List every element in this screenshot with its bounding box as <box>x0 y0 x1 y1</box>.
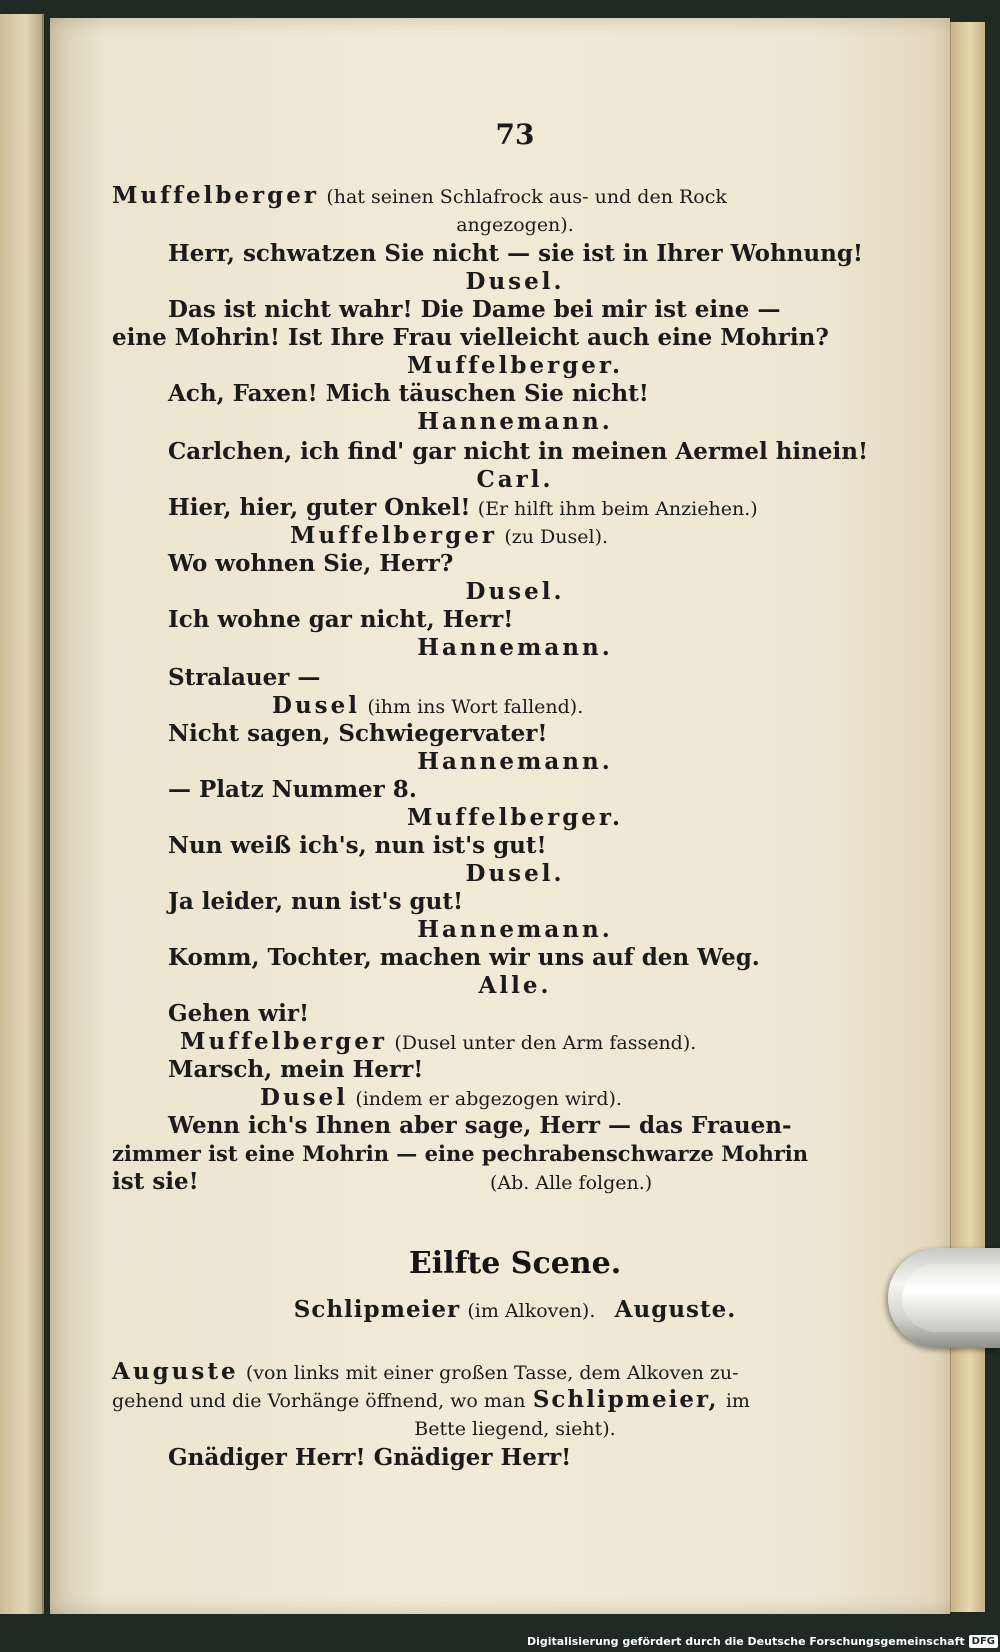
dialogue-line: Herr, schwatzen Sie nicht — sie ist in Ihrer Wohnung! <box>168 240 864 267</box>
footer-credit <box>527 1632 998 1650</box>
stage-direction: (von links mit einer großen Tasse, dem Alkoven zu- <box>245 1362 739 1384</box>
speaker-heading: Alle. <box>478 972 552 999</box>
dialogue-line: — Platz Nummer 8. <box>168 776 417 803</box>
speaker-heading: Hannemann. <box>417 408 613 435</box>
speaker-heading: Hannemann. <box>417 748 613 775</box>
stage-direction: (ihm ins Wort fallend). <box>367 696 584 718</box>
facing-page-edge <box>0 14 44 1614</box>
speaker-heading: Hannemann. <box>417 916 613 943</box>
text-line <box>50 210 980 239</box>
page-number: 73 <box>495 118 535 151</box>
scene-cast <box>50 1296 980 1325</box>
dialogue-line: Komm, Tochter, machen wir uns auf den Weg. <box>168 944 760 971</box>
text-line <box>50 1414 980 1443</box>
speaker-name: Muffelberger <box>180 1028 388 1055</box>
dialogue-line: eine Mohrin! Ist Ihre Frau vielleicht auch eine Mohrin? <box>112 324 829 351</box>
speaker-name: Auguste <box>112 1358 239 1385</box>
stage-direction: gehend und die Vorhänge öffnend, wo man <box>112 1390 526 1412</box>
dialogue-line: Gehen wir! <box>168 1000 310 1027</box>
dialogue-line: Ja leider, nun ist's gut! <box>168 888 464 915</box>
speaker-name: Muffelberger <box>290 522 498 549</box>
dialogue-text: Hier, hier, guter Onkel! <box>168 494 471 521</box>
speaker-name: Dusel <box>260 1084 348 1111</box>
book-page <box>50 18 950 1614</box>
dialogue-line: Marsch, mein Herr! <box>168 1056 424 1083</box>
dialogue-line: Nun weiß ich's, nun ist's gut! <box>168 832 547 859</box>
speaker-name: Schlipmeier, <box>532 1386 719 1413</box>
dialogue-line: Wenn ich's Ihnen aber sage, Herr — das Frauen- <box>168 1112 792 1139</box>
stage-direction: (im Alkoven). <box>467 1300 596 1322</box>
cast-name: Schlipmeier <box>293 1296 461 1323</box>
speaker-name: Dusel <box>272 692 360 719</box>
text-line <box>112 1358 739 1387</box>
stage-direction: Bette liegend, sieht). <box>414 1418 616 1440</box>
speaker-heading: Hannemann. <box>417 634 613 661</box>
stage-direction: (Ab. Alle folgen.) <box>490 1172 653 1194</box>
dialogue-line: Das ist nicht wahr! Die Dame bei mir ist eine — <box>168 296 781 323</box>
page-stack-edge <box>950 22 985 1612</box>
dialogue-line: Stralauer — <box>168 664 321 691</box>
stage-direction: (hat seinen Schlafrock aus- und den Rock <box>326 186 727 208</box>
stage-direction: (Er hilft ihm beim Anziehen.) <box>477 498 758 520</box>
text-line <box>112 1386 750 1415</box>
text-line <box>168 494 758 523</box>
stage-direction: angezogen). <box>456 214 574 236</box>
scene-title: Eilfte Scene. <box>408 1246 622 1281</box>
speaker-heading: Muffelberger. <box>407 804 623 831</box>
speaker-name: Muffelberger <box>112 182 320 209</box>
text-line <box>180 1028 696 1057</box>
speaker-heading: Dusel. <box>465 268 565 295</box>
dialogue-line: Carlchen, ich find' gar nicht in meinen Aermel hinein! <box>168 438 869 465</box>
speaker-heading: Dusel. <box>465 578 565 605</box>
dialogue-line: Wo wohnen Sie, Herr? <box>168 550 454 577</box>
text-line <box>272 692 583 721</box>
text-line <box>490 1168 652 1197</box>
dialogue-text: ist sie! <box>112 1168 199 1195</box>
speaker-heading: Carl. <box>476 466 554 493</box>
cast-name: Auguste. <box>614 1296 737 1323</box>
speaker-heading: Dusel. <box>465 860 565 887</box>
dfg-logo: DFG <box>969 1635 998 1648</box>
speaker-heading: Muffelberger. <box>407 352 623 379</box>
dialogue-line: Ach, Faxen! Mich täuschen Sie nicht! <box>168 380 649 407</box>
stage-direction: im <box>725 1390 750 1412</box>
dialogue-line: Ich wohne gar nicht, Herr! <box>168 606 514 633</box>
text-line <box>112 1168 199 1196</box>
page-clip <box>888 1248 1000 1348</box>
footer-text: Digitalisierung gefördert durch die Deutsche Forschungsgemeinschaft <box>526 1634 965 1648</box>
dialogue-line: Gnädiger Herr! Gnädiger Herr! <box>168 1444 572 1471</box>
dialogue-line: Nicht sagen, Schwiegervater! <box>168 720 548 747</box>
text-line <box>290 522 608 551</box>
stage-direction: (Dusel unter den Arm fassend). <box>394 1032 697 1054</box>
dialogue-line: zimmer ist eine Mohrin — eine pechrabenschwarze Mohrin <box>112 1141 809 1166</box>
stage-direction: (indem er abgezogen wird). <box>355 1088 622 1110</box>
text-line <box>260 1084 622 1113</box>
text-line <box>112 182 727 211</box>
stage-direction: (zu Dusel). <box>504 526 609 548</box>
